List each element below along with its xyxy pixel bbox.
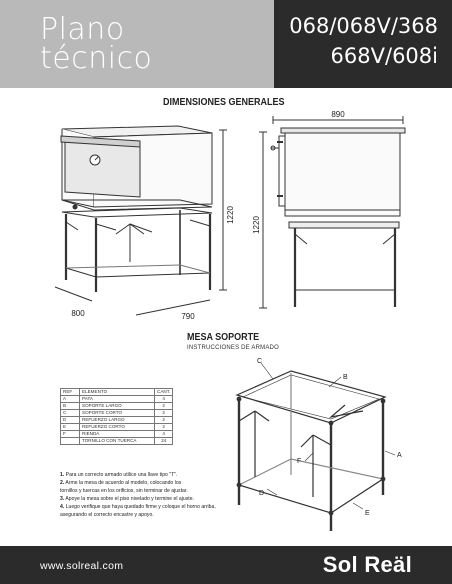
stand-subtitle: INSTRUCCIONES DE ARMADO [187, 345, 279, 351]
assembly-steps [60, 471, 260, 519]
part-name: REFUERZO CORTO [80, 424, 155, 431]
part-qty: 2 [155, 403, 173, 410]
table-row [61, 438, 173, 445]
brand-logo: Sol Reäl [322, 552, 412, 577]
part-name: SOPORTE LARGO [80, 403, 155, 410]
part-qty: 2 [155, 410, 173, 417]
part-ref: A [61, 396, 80, 403]
front-height-label: 1220 [226, 206, 235, 224]
table-row [61, 417, 173, 424]
general-dimensions-title: DIMENSIONES GENERALES [163, 97, 285, 108]
front-width-label: 800 [71, 309, 85, 318]
callout-c: C [257, 358, 263, 365]
step-text: Luego verifique que haya quedado firme y coloque el horno arriba, [65, 504, 216, 510]
step-4-cont [60, 511, 260, 519]
step-number: 1. [60, 472, 65, 478]
part-ref: B [61, 403, 80, 410]
parts-table [60, 388, 173, 445]
step-2 [60, 479, 260, 487]
page-title-line2: técnico [40, 41, 153, 76]
step-1 [60, 471, 260, 479]
part-qty: 4 [155, 431, 173, 438]
part-ref: F [61, 431, 80, 438]
part-ref [61, 438, 80, 445]
side-view-drawing [252, 110, 415, 310]
header-element: ELEMENTO [80, 389, 155, 396]
parts-table-header [61, 389, 173, 396]
step-text: tornillos y tuercas en los orificios, sin terminar de ajustar. [60, 488, 188, 494]
part-name: PATA [80, 396, 155, 403]
page-title-line1: Plano [40, 12, 125, 47]
step-number: 4. [60, 504, 65, 510]
callout-e: E [365, 510, 370, 517]
step-text: Arme la mesa de acuerdo al modelo, colocando los [65, 480, 182, 486]
part-ref: C [61, 410, 80, 417]
table-row [61, 396, 173, 403]
step-2-cont [60, 487, 260, 495]
part-name: REFUERZO LARGO [80, 417, 155, 424]
part-name: SOPORTE CORTO [80, 410, 155, 417]
step-4 [60, 503, 260, 511]
front-view-drawing [40, 110, 250, 325]
model-numbers-line2: 668V/608i [330, 44, 438, 68]
table-row [61, 431, 173, 438]
header-ref: REF [61, 389, 80, 396]
callout-d: D [259, 490, 265, 497]
callout-a: A [397, 452, 402, 459]
callout-f: F [297, 458, 302, 465]
step-number: 3. [60, 496, 65, 502]
table-row [61, 403, 173, 410]
callout-b: B [343, 374, 348, 381]
step-number: 2. [60, 480, 65, 486]
part-qty: 2 [155, 417, 173, 424]
step-3 [60, 495, 260, 503]
part-ref: E [61, 424, 80, 431]
part-qty: 2 [155, 424, 173, 431]
header-qty: CANT. [155, 389, 173, 396]
part-ref: D [61, 417, 80, 424]
side-width-label: 890 [331, 110, 345, 119]
part-name: RIENDA [80, 431, 155, 438]
table-row [61, 410, 173, 417]
table-row [61, 424, 173, 431]
step-text: Apoye la mesa sobre el piso nivelado y termine el ajuste. [65, 496, 194, 502]
part-name: TORNILLO CON TUERCA [80, 438, 155, 445]
stand-title: MESA SOPORTE [187, 332, 260, 343]
side-height-label: 1220 [252, 216, 261, 234]
front-depth-label: 790 [181, 312, 195, 321]
model-numbers-line1: 068/068V/368 [289, 14, 438, 38]
part-qty: 4 [155, 396, 173, 403]
step-text: Para un correcto armado utilice una llave tipo "T". [65, 472, 178, 478]
website-link[interactable]: www.solreal.com [40, 560, 124, 572]
part-qty: 24 [155, 438, 173, 445]
step-text: asegurando el correcto encastre y apoyo. [60, 512, 154, 518]
